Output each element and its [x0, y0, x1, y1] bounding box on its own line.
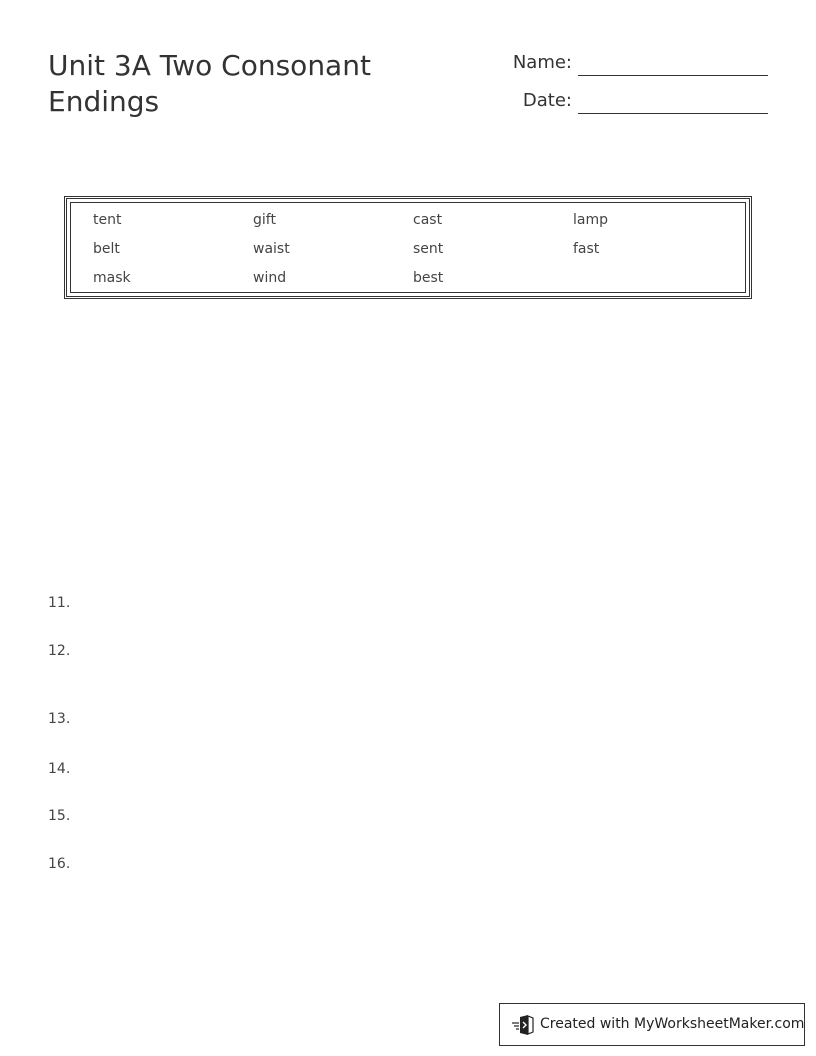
title-line-1: Unit 3A Two Consonant: [48, 49, 371, 82]
name-field[interactable]: [488, 50, 768, 80]
word-bank-word: sent: [413, 241, 444, 257]
worksheet-title: [48, 48, 428, 120]
word-bank-word: lamp: [573, 212, 608, 228]
word-bank-word: gift: [253, 212, 276, 228]
footer-credit[interactable]: [499, 1003, 805, 1046]
word-bank-word: mask: [93, 270, 131, 286]
date-field[interactable]: [488, 88, 768, 118]
title-line-2: Endings: [48, 85, 160, 118]
word-bank-word: fast: [573, 241, 600, 257]
word-bank-word: best: [413, 270, 444, 286]
name-label: Name:: [512, 52, 572, 73]
question-number: 12.: [48, 643, 71, 659]
word-bank-word: tent: [93, 212, 122, 228]
word-bank-inner-border: [70, 202, 746, 293]
word-bank: [64, 196, 752, 299]
question-number: 11.: [48, 595, 71, 611]
worksheet-maker-logo-icon: [510, 1014, 536, 1036]
question-number: 16.: [48, 856, 71, 872]
date-line[interactable]: [578, 113, 768, 114]
word-bank-word: wind: [253, 270, 287, 286]
date-label: Date:: [522, 90, 572, 111]
name-line[interactable]: [578, 75, 768, 76]
question-number: 13.: [48, 711, 71, 727]
question-number: 15.: [48, 808, 71, 824]
word-bank-word: cast: [413, 212, 443, 228]
word-bank-word: waist: [253, 241, 290, 257]
question-number: 14.: [48, 761, 71, 777]
word-bank-word: belt: [93, 241, 120, 257]
footer-text[interactable]: Created with MyWorksheetMaker.com: [540, 1016, 805, 1032]
